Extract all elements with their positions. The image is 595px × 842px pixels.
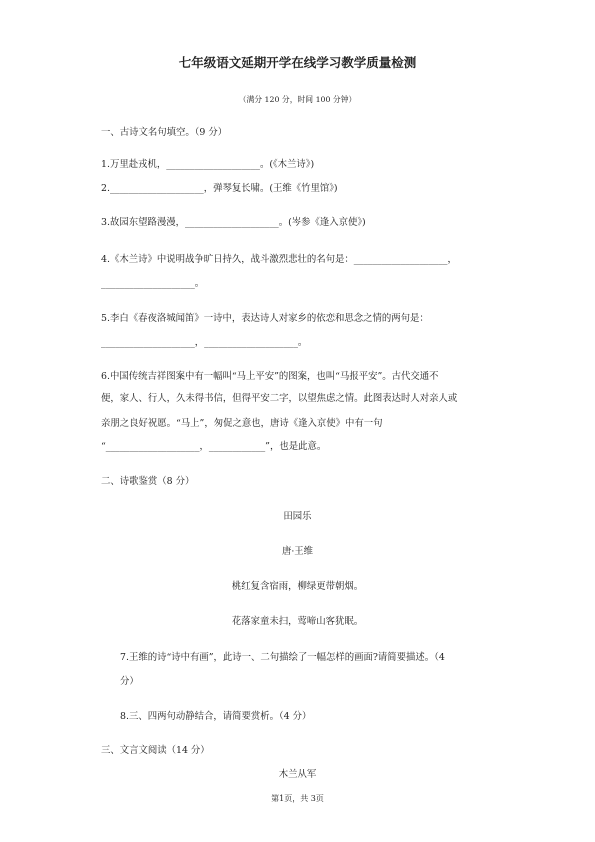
question-7-line-2: 分） (120, 676, 139, 687)
question-3: 3.故园东望路漫漫，____________________。(岑参《逢入京使》) (101, 217, 366, 228)
question-4-line-1: 4.《木兰诗》中说明战争旷日持久，战斗激烈悲壮的名句是：____________________， (101, 254, 457, 265)
section3-heading: 三、文言文阅读（14 分） (101, 745, 210, 756)
section1-heading: 一、古诗文名句填空。（9 分） (101, 127, 228, 138)
poem-line-1: 桃红复含宿雨，柳绿更带朝烟。 (231, 581, 364, 592)
question-8: 8.三、四两句动静结合，请简要赏析。（4 分） (120, 711, 312, 722)
question-5-line-1: 5.李白《春夜洛城闻笛》一诗中，表达诗人对家乡的依恋和思念之情的两句是： (101, 313, 429, 324)
question-6-line-2: 便，家人、行人，久未得书信，但得平安二字，以望焦虑之情。此图表达时人对亲人或 (101, 393, 458, 404)
poem-line-2: 花落家童未扫，莺啼山客犹眠。 (231, 616, 364, 627)
question-6-line-1: 6.中国传统吉祥图案中有一幅叫“马上平安”的图案，也叫“马报平安”。古代交通不 (101, 371, 439, 382)
page-subtitle: （满分 120 分，时间 100 分钟） (238, 95, 357, 104)
question-6-line-3: 亲朋之良好祝愿。“马上”，匆促之意也，唐诗《逢入京使》中有一句 (101, 418, 383, 429)
section2-heading: 二、诗歌鉴赏（8 分） (101, 476, 195, 487)
page-footer: 第1页，共 3页 (271, 794, 324, 803)
question-6-line-4: “____________________，____________”，也是此意。 (101, 441, 327, 452)
poem-author: 唐·王维 (281, 546, 314, 557)
question-1: 1.万里赴戎机，____________________。(《木兰诗》) (101, 159, 315, 170)
question-7-line-1: 7.王维的诗“诗中有画”，此诗一、二句描绘了一幅怎样的画面?请简要描述。（4 (120, 652, 445, 663)
poem-title: 田园乐 (283, 511, 312, 522)
question-2: 2.____________________，弹琴复长啸。(王维《竹里馆》) (101, 183, 338, 194)
text-title: 木兰从军 (278, 769, 317, 780)
question-5-line-2: ____________________，____________________。 (101, 337, 308, 348)
question-4-line-2: ____________________。 (101, 278, 205, 289)
page-title: 七年级语文延期开学在线学习教学质量检测 (178, 55, 417, 70)
